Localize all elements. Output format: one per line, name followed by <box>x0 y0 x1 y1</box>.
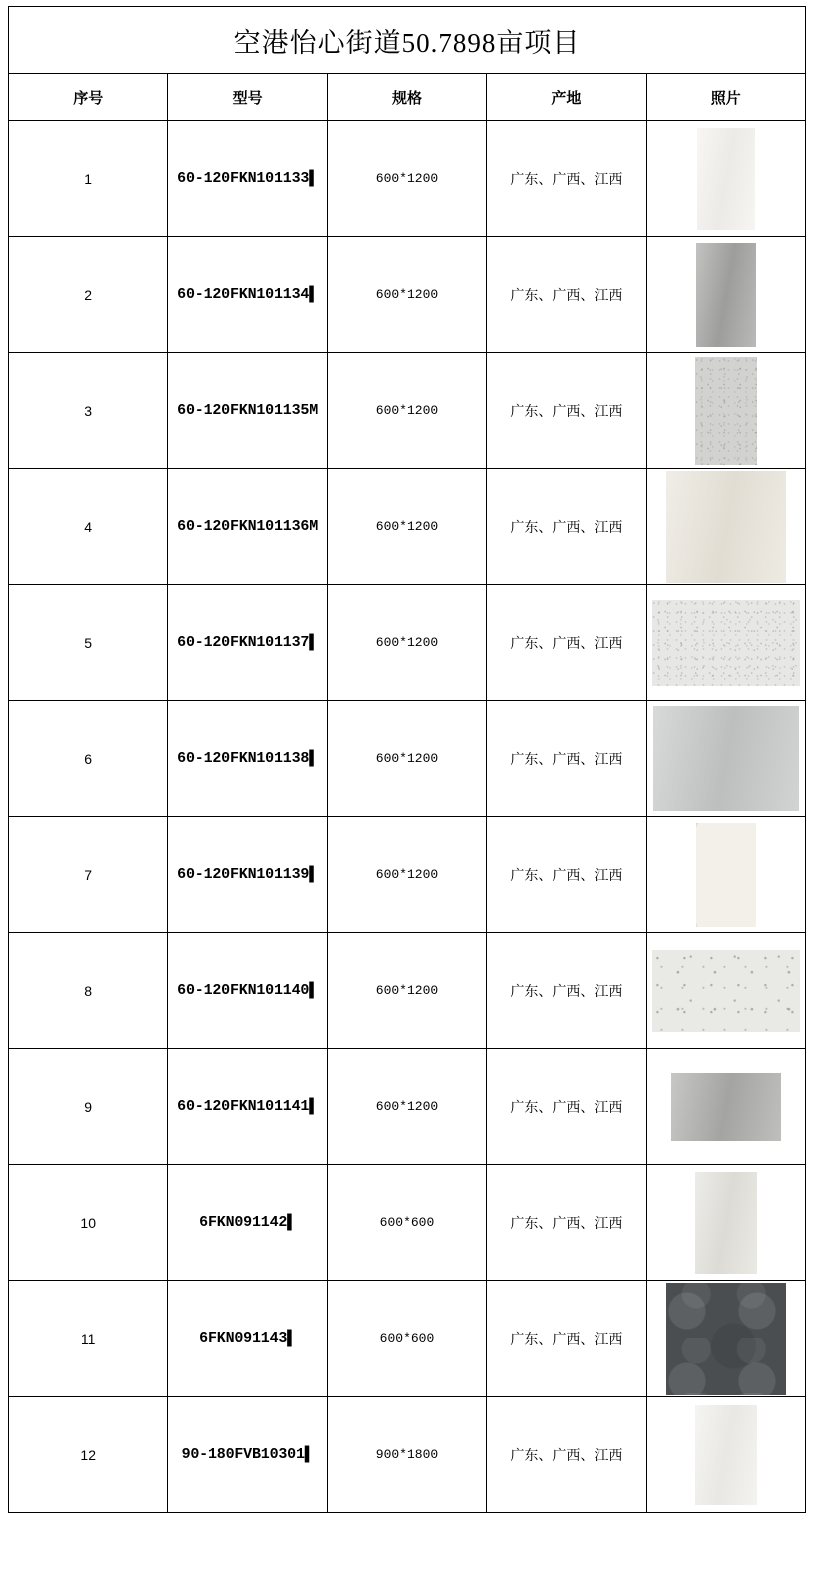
cell-spec: 900*1800 <box>327 1397 486 1513</box>
tile-swatch-5 <box>652 600 800 686</box>
photo-wrapper <box>647 237 805 352</box>
title-row <box>9 7 806 74</box>
cell-model: 60-120FKN101136M <box>168 469 327 585</box>
cell-photo <box>646 817 805 933</box>
table-row <box>9 237 806 353</box>
cell-photo <box>646 701 805 817</box>
table-row <box>9 1165 806 1281</box>
cell-origin: 广东、广西、江西 <box>487 469 646 585</box>
photo-wrapper <box>647 585 805 700</box>
tile-swatch-7 <box>696 823 756 927</box>
cell-spec: 600*600 <box>327 1281 486 1397</box>
tile-swatch-8 <box>652 950 800 1032</box>
cell-model: 60-120FKN101141▌ <box>168 1049 327 1165</box>
document-title: 空港怡心街道50.7898亩项目 <box>9 7 806 74</box>
table-row <box>9 817 806 933</box>
cell-model: 60-120FKN101137▌ <box>168 585 327 701</box>
cell-model: 6FKN091143▌ <box>168 1281 327 1397</box>
product-spec-table <box>8 6 806 1513</box>
cell-spec: 600*1200 <box>327 353 486 469</box>
photo-wrapper <box>647 1397 805 1512</box>
tile-swatch-1 <box>697 128 755 230</box>
cell-spec: 600*600 <box>327 1165 486 1281</box>
cell-no: 10 <box>9 1165 168 1281</box>
table-row <box>9 353 806 469</box>
table-row <box>9 933 806 1049</box>
table-row <box>9 701 806 817</box>
tile-swatch-4 <box>666 471 786 583</box>
column-header-origin: 产地 <box>487 74 646 121</box>
cell-model: 60-120FKN101138▌ <box>168 701 327 817</box>
photo-wrapper <box>647 1049 805 1164</box>
cell-spec: 600*1200 <box>327 933 486 1049</box>
tile-swatch-12 <box>695 1405 757 1505</box>
photo-wrapper <box>647 353 805 468</box>
table-row <box>9 1049 806 1165</box>
tile-swatch-9 <box>671 1073 781 1141</box>
cell-model: 60-120FKN101139▌ <box>168 817 327 933</box>
cell-spec: 600*1200 <box>327 237 486 353</box>
cell-photo <box>646 469 805 585</box>
cell-photo <box>646 237 805 353</box>
cell-no: 3 <box>9 353 168 469</box>
cell-origin: 广东、广西、江西 <box>487 237 646 353</box>
cell-photo <box>646 121 805 237</box>
cell-spec: 600*1200 <box>327 121 486 237</box>
photo-wrapper <box>647 1281 805 1396</box>
cell-photo <box>646 585 805 701</box>
column-header-photo: 照片 <box>646 74 805 121</box>
cell-no: 9 <box>9 1049 168 1165</box>
photo-wrapper <box>647 701 805 816</box>
cell-origin: 广东、广西、江西 <box>487 817 646 933</box>
cell-photo <box>646 933 805 1049</box>
cell-origin: 广东、广西、江西 <box>487 585 646 701</box>
cell-spec: 600*1200 <box>327 817 486 933</box>
photo-wrapper <box>647 817 805 932</box>
table-row <box>9 469 806 585</box>
cell-no: 4 <box>9 469 168 585</box>
column-header-no: 序号 <box>9 74 168 121</box>
cell-spec: 600*1200 <box>327 585 486 701</box>
cell-spec: 600*1200 <box>327 701 486 817</box>
cell-origin: 广东、广西、江西 <box>487 701 646 817</box>
cell-no: 6 <box>9 701 168 817</box>
cell-model: 60-120FKN101133▌ <box>168 121 327 237</box>
cell-origin: 广东、广西、江西 <box>487 933 646 1049</box>
tile-swatch-6 <box>653 706 799 811</box>
header-row <box>9 74 806 121</box>
cell-model: 90-180FVB10301▌ <box>168 1397 327 1513</box>
column-header-spec: 规格 <box>327 74 486 121</box>
photo-wrapper <box>647 933 805 1048</box>
cell-model: 60-120FKN101135M <box>168 353 327 469</box>
cell-no: 7 <box>9 817 168 933</box>
cell-photo <box>646 1281 805 1397</box>
cell-no: 5 <box>9 585 168 701</box>
cell-origin: 广东、广西、江西 <box>487 1397 646 1513</box>
cell-no: 1 <box>9 121 168 237</box>
cell-spec: 600*1200 <box>327 1049 486 1165</box>
tile-swatch-10 <box>695 1172 757 1274</box>
cell-origin: 广东、广西、江西 <box>487 121 646 237</box>
table-row <box>9 1281 806 1397</box>
table-body <box>9 7 806 1513</box>
cell-photo <box>646 1049 805 1165</box>
cell-origin: 广东、广西、江西 <box>487 1049 646 1165</box>
column-header-model: 型号 <box>168 74 327 121</box>
table-row <box>9 1397 806 1513</box>
photo-wrapper <box>647 121 805 236</box>
cell-spec: 600*1200 <box>327 469 486 585</box>
tile-swatch-3 <box>695 357 757 465</box>
table-row <box>9 585 806 701</box>
tile-swatch-2 <box>696 243 756 347</box>
tile-swatch-11 <box>666 1283 786 1395</box>
cell-origin: 广东、广西、江西 <box>487 1165 646 1281</box>
cell-model: 6FKN091142▌ <box>168 1165 327 1281</box>
cell-model: 60-120FKN101140▌ <box>168 933 327 1049</box>
cell-photo <box>646 1165 805 1281</box>
photo-wrapper <box>647 469 805 584</box>
cell-origin: 广东、广西、江西 <box>487 353 646 469</box>
cell-no: 12 <box>9 1397 168 1513</box>
cell-model: 60-120FKN101134▌ <box>168 237 327 353</box>
cell-origin: 广东、广西、江西 <box>487 1281 646 1397</box>
cell-no: 2 <box>9 237 168 353</box>
photo-wrapper <box>647 1165 805 1280</box>
cell-no: 8 <box>9 933 168 1049</box>
cell-no: 11 <box>9 1281 168 1397</box>
cell-photo <box>646 1397 805 1513</box>
table-row <box>9 121 806 237</box>
cell-photo <box>646 353 805 469</box>
